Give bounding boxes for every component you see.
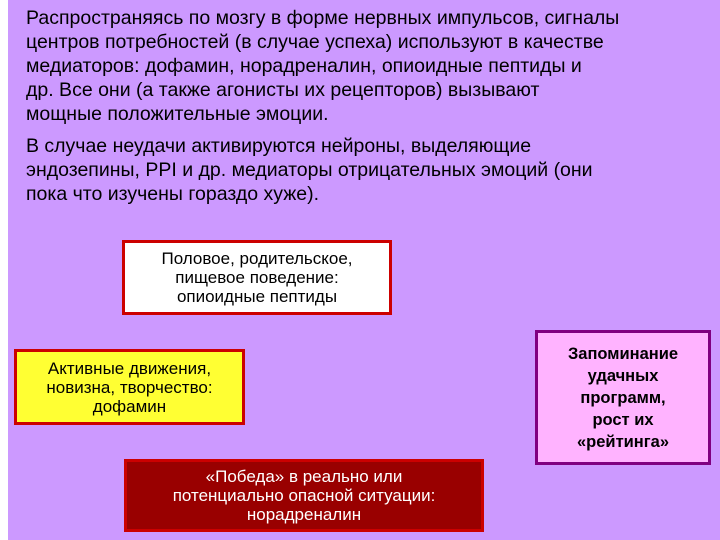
intro-paragraph: Распространяясь по мозгу в форме нервных импульсов, сигналы центров потребностей (в случае успеха) используют в качестве медиаторов: дофамин, норадреналин, опиоидные пептиды и др. Все они (а также агонисты их рецепторов) вызывают мощные положительные эмоции. (26, 7, 620, 125)
failure-paragraph: В случае неудачи активируются нейроны, выделяющие эндозепины, PPI и др. медиаторы отрицательных эмоций (они пока что изучены гораздо хуже). (26, 135, 593, 205)
slide-background (8, 0, 720, 540)
opioid-peptides-box: Половое, родительское, пищевое поведение: опиоидные пептиды (122, 240, 392, 315)
memorization-box: Запоминание удачных программ, рост их «рейтинга» (535, 330, 711, 465)
dopamine-box: Активные движения, новизна, творчество: дофамин (14, 349, 245, 425)
noradrenaline-box: «Победа» в реально или потенциально опасной ситуации: норадреналин (124, 459, 484, 532)
